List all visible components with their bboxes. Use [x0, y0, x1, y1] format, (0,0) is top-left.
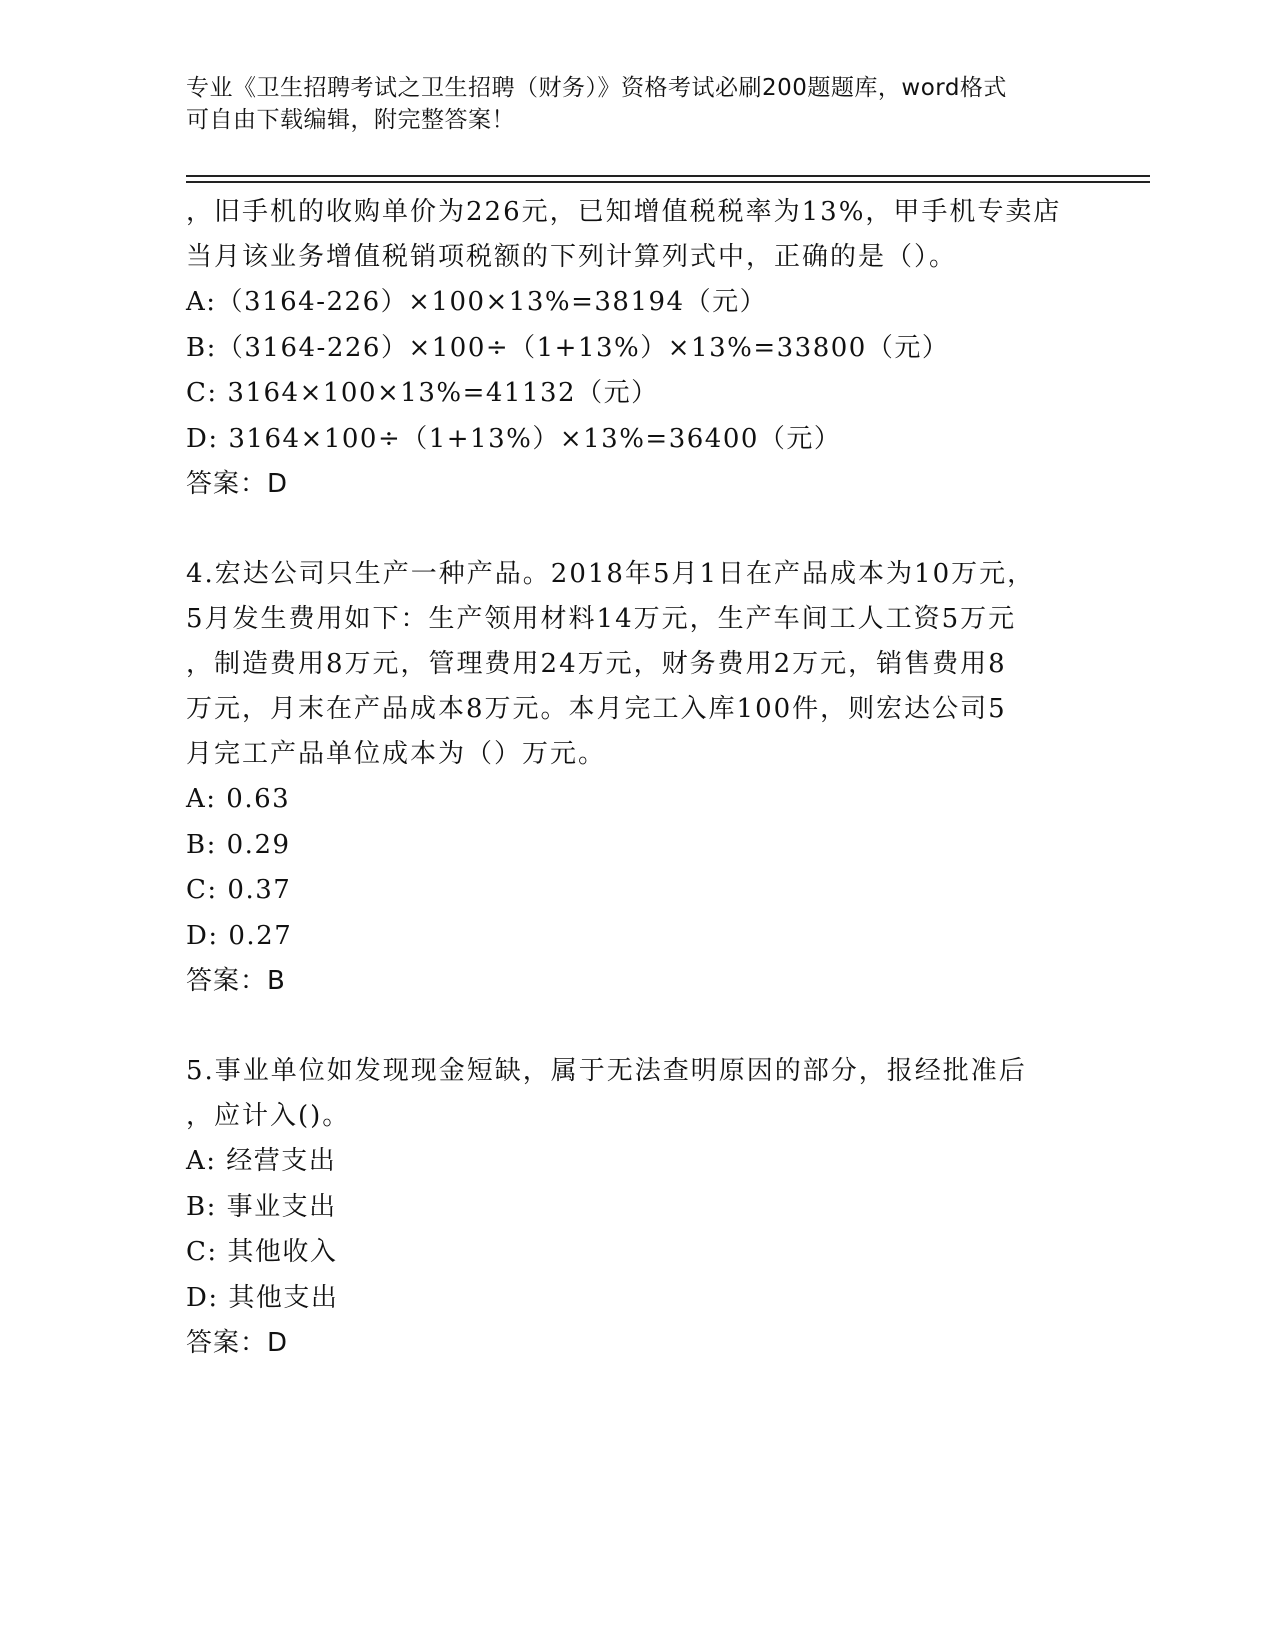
- answer: 答案：D: [186, 1328, 289, 1358]
- question-text-line: 月完工产品单位成本为（）万元。: [186, 739, 607, 769]
- answer: 答案：B: [186, 966, 286, 996]
- document-header: [186, 72, 1086, 136]
- option-c: C: 3164×100×13%=41132（元）: [186, 378, 659, 408]
- spacer: [186, 1004, 1086, 1049]
- option-b: B:（3164-226）×100÷（1+13%）×13%=33800（元）: [186, 332, 950, 363]
- header-divider-top: [186, 175, 1150, 177]
- option-c: C: 0.37: [186, 875, 292, 905]
- header-divider-bottom: [186, 181, 1150, 183]
- question-text-line: 4.宏达公司只生产一种产品。2018年5月1日在产品成本为10万元，: [186, 559, 1036, 589]
- question-text-line: 当月该业务增值税销项税额的下列计算列式中，正确的是（）。: [186, 242, 958, 272]
- option-a: A: 0.63: [186, 784, 291, 814]
- question-text-line: 5.事业单位如发现现金短缺，属于无法查明原因的部分，报经批准后: [186, 1056, 1027, 1086]
- option-c: C: 其他收入: [186, 1237, 338, 1267]
- question-text-line: 万元，月末在产品成本8万元。本月完工入库100件，则宏达公司5: [186, 694, 1007, 724]
- question-4: [186, 552, 1086, 1004]
- answer: 答案：D: [186, 469, 289, 499]
- question-text-line: ，制造费用8万元，管理费用24万元，财务费用2万元，销售费用8: [186, 649, 1007, 679]
- question-text-line: ，旧手机的收购单价为226元，已知增值税税率为13%，甲手机专卖店: [186, 197, 1062, 227]
- option-a: A:（3164-226）×100×13%=38194（元）: [186, 287, 768, 317]
- question-text-line: 5月发生费用如下：生产领用材料14万元，生产车间工人工资5万元: [186, 604, 1017, 634]
- question-3: [186, 190, 1086, 507]
- header-title-line-1: 专业《卫生招聘考试之卫生招聘（财务）》资格考试必刷200题题库，word格式: [186, 75, 1007, 101]
- spacer: [186, 507, 1086, 552]
- option-d: D: 3164×100÷（1+13%）×13%=36400（元）: [186, 423, 842, 454]
- option-a: A: 经营支出: [186, 1146, 337, 1176]
- option-d: D: 其他支出: [186, 1282, 339, 1313]
- option-d: D: 0.27: [186, 920, 293, 951]
- option-b: B: 0.29: [186, 829, 291, 860]
- question-list: [186, 190, 1086, 1366]
- header-title-line-2: 可自由下载编辑，附完整答案！: [186, 107, 515, 133]
- question-text-line: ，应计入()。: [186, 1101, 351, 1131]
- question-5: [186, 1049, 1086, 1366]
- option-b: B: 事业支出: [186, 1191, 337, 1222]
